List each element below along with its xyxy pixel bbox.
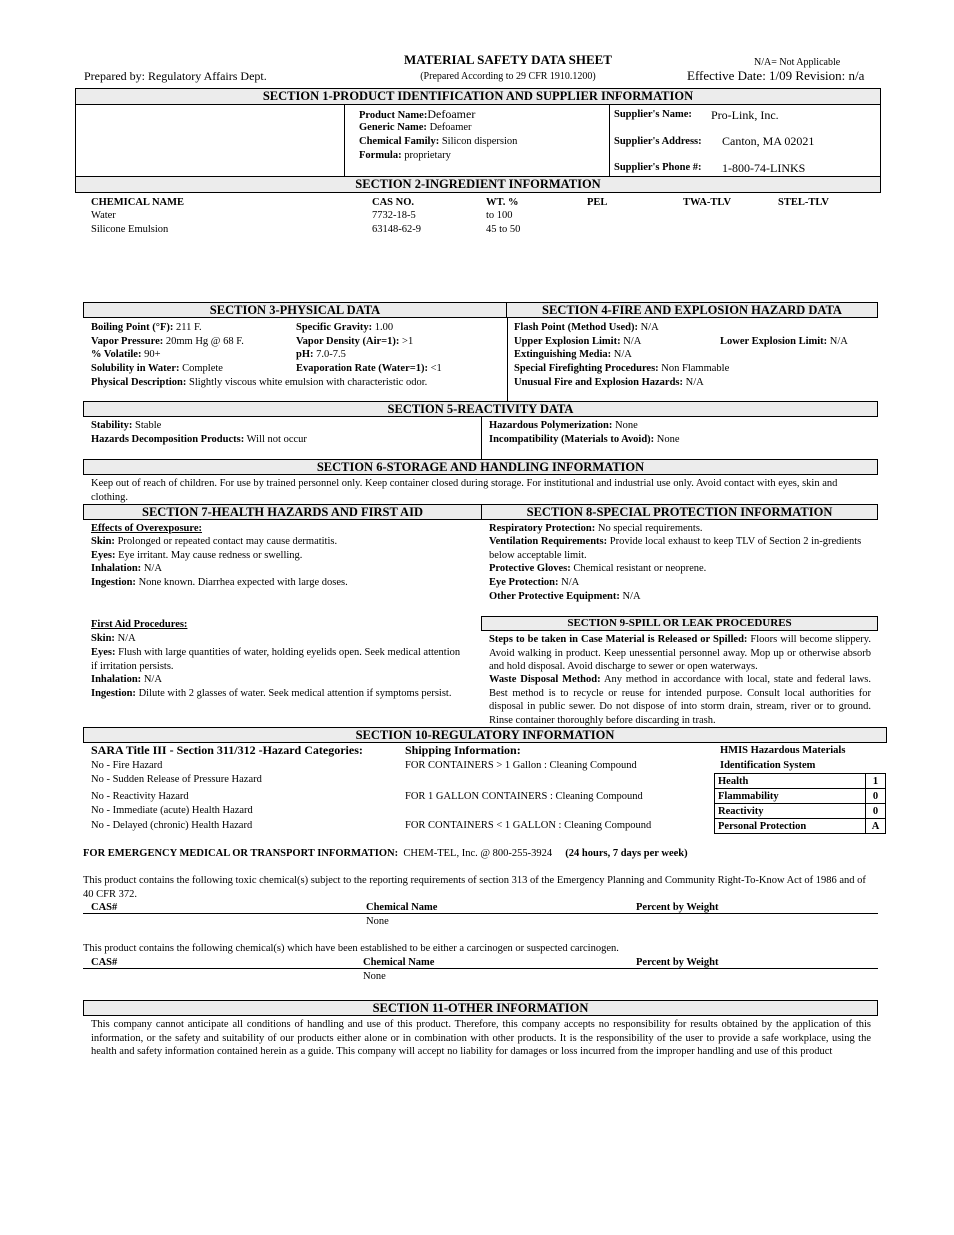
section10-heading: SECTION 10-REGULATORY INFORMATION: [83, 727, 887, 743]
other-info-text: This company cannot anticipate all conditions of handling and use of this product. Therefore, this company accepts no responsibility for results obtained by the application of this information, or the safety and suitability of our products either alone or in combination with other products. It is the responsibility of the user to provide a safe workplace, using the health and safety information contained herein as a guide. This company will accept no liability for damages or loss incurred from the improper handling and use of this product: [91, 1019, 871, 1057]
ingredient-name: Silicone Emulsion: [91, 224, 169, 235]
section11-heading: SECTION 11-OTHER INFORMATION: [83, 1000, 878, 1016]
first-aid-heading: First Aid Procedures:: [91, 619, 188, 630]
flash-point: Flash Point (Method Used): N/A: [514, 322, 659, 333]
first-aid-inhalation: Inhalation: N/A: [91, 674, 162, 685]
decomposition-products: Hazards Decomposition Products: Will not occur: [91, 434, 307, 445]
eye-protection: Eye Protection: N/A: [489, 577, 580, 588]
stability: Stability: Stable: [91, 420, 162, 431]
respiratory-protection: Respiratory Protection: No special requirements.: [489, 523, 703, 534]
carc-col-name: Chemical Name: [363, 957, 435, 968]
hmis-subheading: Identification System: [720, 760, 816, 771]
other-protective: Other Protective Equipment: N/A: [489, 591, 641, 602]
carc-col-pct: Percent by Weight: [636, 957, 719, 968]
effects-inhalation: Inhalation: N/A: [91, 563, 162, 574]
shipping-heading: Shipping Information:: [405, 743, 521, 757]
effects-skin: Skin: Prolonged or repeated contact may cause dermatitis.: [91, 536, 338, 547]
sara-item: No - Reactivity Hazard: [91, 791, 189, 802]
ventilation: Ventilation Requirements: Provide local exhaust to keep TLV of Section 2 in-gredients below acceptable limit.: [489, 536, 862, 561]
chemical-family: Chemical Family: Silicon dispersion: [359, 136, 518, 147]
effects-heading: Effects of Overexposure:: [91, 523, 202, 534]
sara-item: No - Immediate (acute) Health Hazard: [91, 805, 253, 816]
shipping-item: FOR 1 GALLON CONTAINERS : Cleaning Compound: [405, 791, 643, 802]
protective-gloves: Protective Gloves: Chemical resistant or neoprene.: [489, 563, 707, 574]
sara-heading: SARA Title III - Section 311/312 -Hazard Categories:: [91, 743, 363, 757]
document-subtitle: (Prepared According to 29 CFR 1910.1200): [420, 71, 596, 82]
hmis-value: 0: [866, 789, 886, 804]
hmis-row: [715, 774, 886, 789]
hmis-value: A: [866, 819, 886, 834]
storage-text: Keep out of reach of children. For use by trained personnel only. Keep container closed during storage. For institutional and industrial use only. Avoid contact with eyes, skin and clothing.: [91, 478, 838, 503]
supplier-name: Pro-Link, Inc.: [711, 108, 779, 122]
carc-none: None: [363, 971, 386, 982]
solubility: Solubility in Water: Complete: [91, 363, 223, 374]
section1-heading: SECTION 1-PRODUCT IDENTIFICATION AND SUPPLIER INFORMATION: [75, 88, 881, 105]
ph: pH: 7.0-7.5: [296, 349, 346, 360]
supplier-phone: 1-800-74-LINKS: [722, 161, 806, 175]
prepared-by: Prepared by: Regulatory Affairs Dept.: [84, 69, 267, 83]
carc-col-cas: CAS#: [91, 957, 118, 968]
toxic-col-pct: Percent by Weight: [636, 902, 719, 913]
toxic-none: None: [366, 916, 389, 927]
specific-gravity: Specific Gravity: 1.00: [296, 322, 394, 333]
carcinogen-text: This product contains the following chemical(s) which have been established to be either a carcinogen or suspected carcinogen.: [83, 943, 619, 954]
supplier-name-label: Supplier's Name:: [614, 109, 692, 120]
toxic-col-cas: CAS#: [91, 902, 118, 913]
lower-explosion-limit: Lower Explosion Limit: N/A: [720, 336, 848, 347]
hmis-table: [714, 773, 886, 834]
hmis-value: 0: [866, 804, 886, 819]
hmis-label: Flammability: [715, 789, 866, 804]
section4-heading: SECTION 4-FIRE AND EXPLOSION HAZARD DATA: [506, 302, 878, 318]
vapor-density: Vapor Density (Air=1): >1: [296, 336, 414, 347]
first-aid-ingestion: Ingestion: Dilute with 2 glasses of water. Seek medical attention if symptoms persist.: [91, 688, 452, 699]
emergency-info: FOR EMERGENCY MEDICAL OR TRANSPORT INFORMATION: CHEM-TEL, Inc. @ 800-255-3924 (24 hours, 7 days per week): [83, 848, 688, 859]
section3-heading: SECTION 3-PHYSICAL DATA: [83, 302, 507, 318]
incompatibility: Incompatibility (Materials to Avoid): None: [489, 434, 680, 445]
ingredient-name: Water: [91, 210, 116, 221]
generic-name: Generic Name: Defoamer: [359, 122, 472, 133]
section6-heading: SECTION 6-STORAGE AND HANDLING INFORMATION: [83, 459, 878, 475]
sara-item: No - Sudden Release of Pressure Hazard: [91, 774, 262, 785]
na-note: N/A= Not Applicable: [754, 57, 841, 68]
hmis-label: Health: [715, 774, 866, 789]
col-cas-no: CAS NO.: [372, 197, 415, 208]
physical-description: Physical Description: Slightly viscous white emulsion with characteristic odor.: [91, 377, 428, 388]
vapor-pressure: Vapor Pressure: 20mm Hg @ 68 F.: [91, 336, 244, 347]
shipping-item: FOR CONTAINERS < 1 GALLON : Cleaning Compound: [405, 820, 652, 831]
percent-volatile: % Volatile: 90+: [91, 349, 161, 360]
hmis-row: [715, 804, 886, 819]
hmis-label: Reactivity: [715, 804, 866, 819]
col-twa-tlv: TWA-TLV: [683, 197, 732, 208]
section2-heading: SECTION 2-INGREDIENT INFORMATION: [75, 176, 881, 193]
ingredient-wt: 45 to 50: [486, 224, 521, 235]
sara-item: No - Fire Hazard: [91, 760, 163, 771]
effective-date: Effective Date: 1/09 Revision: n/a: [687, 68, 865, 83]
special-firefighting: Special Firefighting Procedures: Non Flammable: [514, 363, 730, 374]
ingredient-cas: 7732-18-5: [372, 210, 416, 221]
col-wt: WT. %: [486, 197, 519, 208]
formula: Formula: proprietary: [359, 150, 451, 161]
first-aid-eyes: Eyes: Flush with large quantities of water, holding eyelids open. Seek medical attention if irritation persists.: [91, 647, 461, 672]
effects-ingestion: Ingestion: None known. Diarrhea expected with large doses.: [91, 577, 348, 588]
col-pel: PEL: [587, 197, 608, 208]
waste-disposal: Waste Disposal Method: Any method in accordance with local, state and federal laws. Best method is to recycle or reuse for intended purpose. Consult local authorities for disposal in public sewer. Do not dispose of into storm drain, stream, river or to ground. Rinse container thoroughly before discarding in trash.: [489, 674, 871, 726]
ingredient-cas: 63148-62-9: [372, 224, 421, 235]
section8-heading: SECTION 8-SPECIAL PROTECTION INFORMATION: [481, 504, 878, 520]
hmis-row: [715, 789, 886, 804]
unusual-hazards: Unusual Fire and Explosion Hazards: N/A: [514, 377, 704, 388]
hazardous-polymerization: Hazardous Polymerization: None: [489, 420, 638, 431]
supplier-address-label: Supplier's Address:: [614, 136, 702, 147]
hmis-label: Personal Protection: [715, 819, 866, 834]
section5-heading: SECTION 5-REACTIVITY DATA: [83, 401, 878, 417]
toxic-chemicals-text: This product contains the following toxic chemical(s) subject to the reporting requirements of section 313 of the Emergency Planning and Community Right-To-Know Act of 1986 and of 40 CFR 372.: [83, 875, 866, 900]
evaporation-rate: Evaporation Rate (Water=1): <1: [296, 363, 442, 374]
spill-steps: Steps to be taken in Case Material is Released or Spilled: Floors will become slippery. Avoid walking in product. Keep unessential personnel away. Mop up or otherwise absorb and hold disposal. Avoid discharge to sewer or open waterways.: [489, 634, 872, 672]
hmis-value: 1: [866, 774, 886, 789]
col-chemical-name: CHEMICAL NAME: [91, 197, 185, 208]
extinguishing-media: Extinguishing Media: N/A: [514, 349, 632, 360]
hmis-row: [715, 819, 886, 834]
hmis-heading: HMIS Hazardous Materials: [720, 745, 846, 756]
effects-eyes: Eyes: Eye irritant. May cause redness or swelling.: [91, 550, 303, 561]
section9-heading: SECTION 9-SPILL OR LEAK PROCEDURES: [481, 616, 878, 631]
upper-explosion-limit: Upper Explosion Limit: N/A: [514, 336, 642, 347]
supplier-phone-label: Supplier's Phone #:: [614, 162, 702, 173]
supplier-address: Canton, MA 02021: [722, 134, 815, 148]
section7-heading: SECTION 7-HEALTH HAZARDS AND FIRST AID: [83, 504, 482, 520]
col-stel-tlv: STEL-TLV: [778, 197, 829, 208]
toxic-col-name: Chemical Name: [366, 902, 438, 913]
product-name: Product Name:Defoamer: [359, 107, 476, 121]
document-title: MATERIAL SAFETY DATA SHEET: [404, 52, 612, 67]
first-aid-skin: Skin: N/A: [91, 633, 136, 644]
shipping-item: FOR CONTAINERS > 1 Gallon : Cleaning Compound: [405, 760, 637, 771]
boiling-point: Boiling Point (°F): 211 F.: [91, 322, 202, 333]
sara-item: No - Delayed (chronic) Health Hazard: [91, 820, 253, 831]
ingredient-wt: to 100: [486, 210, 513, 221]
